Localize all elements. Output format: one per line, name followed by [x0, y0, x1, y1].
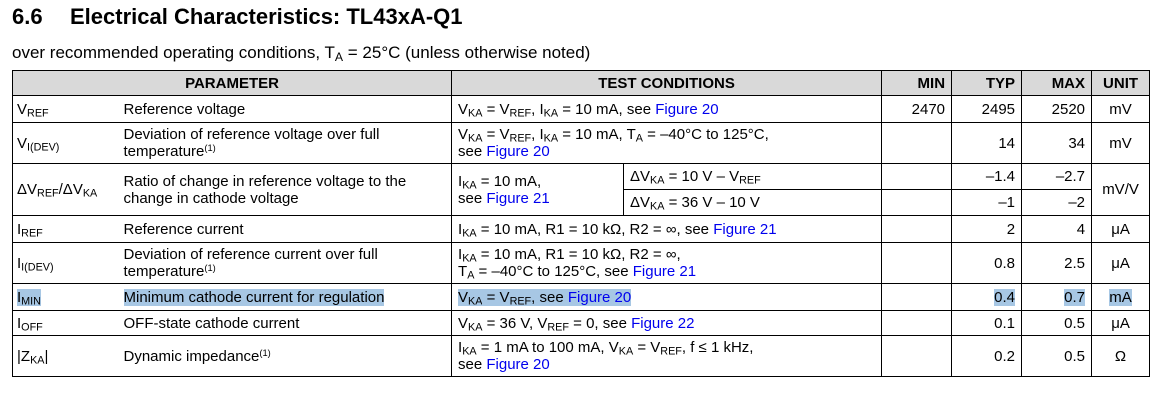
conditions-text-end: = 25°C (unless otherwise noted) [343, 43, 591, 62]
min-value [882, 190, 952, 216]
figure-link[interactable]: Figure 20 [655, 100, 719, 118]
unit-value: mV/V [1092, 164, 1150, 216]
max-value: 0.5 [1022, 336, 1092, 377]
test-condition: $I_{KA} = 10$ mA, R1 = 10 kΩ, R2 = ∞, see Figure 21 [452, 216, 882, 243]
typ-value: 0.1 [952, 311, 1022, 336]
parameter-symbol: $\Delta V_{REF}/\Delta V_{KA}$ [13, 164, 118, 216]
figure-link[interactable]: Figure 20 [486, 143, 550, 160]
parameter-description: Deviation of reference voltage over full temperature$^{(1)}$ [118, 123, 452, 164]
parameter-symbol: $I_{REF}$ [13, 216, 118, 243]
electrical-characteristics-table [12, 70, 1150, 377]
parameter-description: OFF-state cathode current [118, 311, 452, 336]
max-value: 4 [1022, 216, 1092, 243]
test-sub-condition: $\Delta V_{KA} = 36$ V – 10 V [624, 190, 882, 216]
unit-value: μA [1092, 216, 1150, 243]
test-condition: $V_{KA} = V_{REF}$, $I_{KA} = 10$ mA, $T_A = -40^\circ C$ to 125°C, see Figure 20 [452, 123, 882, 164]
max-value: 34 [1022, 123, 1092, 164]
test-condition: $I_{KA} = 10$ mA, see Figure 21 [452, 164, 624, 216]
section-number: 6.6 [12, 4, 43, 29]
test-condition: $V_{KA} = 36$ V, $V_{REF} = 0$, see Figure 22 [452, 311, 882, 336]
unit-value: mV [1092, 96, 1150, 123]
table-row [13, 336, 1150, 377]
parameter-symbol: $I_{OFF}$ [13, 311, 118, 336]
parameter-symbol: $V_{I(DEV)}$ [13, 123, 118, 164]
parameter-description: Deviation of reference current over full temperature$^{(1)}$ [118, 243, 452, 284]
header-min: MIN [882, 71, 952, 96]
min-value [882, 216, 952, 243]
conditions-subscript: A [334, 50, 344, 65]
table-header-row [13, 71, 1150, 96]
conditions-text: over recommended operating conditions, T [12, 43, 335, 62]
figure-link[interactable]: Figure 20 [486, 356, 550, 373]
table-row [13, 311, 1150, 336]
table-row [13, 216, 1150, 243]
unit-value: μA [1092, 243, 1150, 284]
max-value: 0.5 [1022, 311, 1092, 336]
figure-link[interactable]: Figure 22 [631, 314, 695, 332]
min-value [882, 123, 952, 164]
header-test-conditions: TEST CONDITIONS [452, 71, 882, 96]
max-value: 0.7 [1022, 284, 1092, 311]
table-row [13, 96, 1150, 123]
typ-value: 14 [952, 123, 1022, 164]
footnote-ref: (1) [204, 262, 216, 273]
conditions-note [12, 43, 590, 63]
min-value: 2470 [882, 96, 952, 123]
max-value: –2.7 [1022, 164, 1092, 190]
unit-value: μA [1092, 311, 1150, 336]
max-value: 2520 [1022, 96, 1092, 123]
min-value [882, 284, 952, 311]
parameter-description: Minimum cathode current for regulation [118, 284, 452, 311]
parameter-description: Reference current [118, 216, 452, 243]
min-value [882, 243, 952, 284]
unit-value: mV [1092, 123, 1150, 164]
min-value [882, 336, 952, 377]
parameter-symbol: $V_{REF}$ [13, 96, 118, 123]
test-condition: $I_{KA} = 1$ mA to 100 mA, $V_{KA} = V_{REF}$, f ≤ 1 kHz, see Figure 20 [452, 336, 882, 377]
typ-value: 0.8 [952, 243, 1022, 284]
min-value [882, 311, 952, 336]
table-row [13, 164, 1150, 190]
typ-value: 0.2 [952, 336, 1022, 377]
section-title-text: Electrical Characteristics: TL43xA-Q1 [70, 4, 463, 29]
test-condition: $I_{KA} = 10$ mA, R1 = 10 kΩ, R2 = ∞, $T_A = -40^\circ C$ to 125°C, see Figure 21 [452, 243, 882, 284]
header-parameter: PARAMETER [13, 71, 452, 96]
table-row-highlighted [13, 284, 1150, 311]
test-sub-condition: $\Delta V_{KA} = 10$ V – $V_{REF}$ [624, 164, 882, 190]
typ-value: –1 [952, 190, 1022, 216]
parameter-description: Dynamic impedance$^{(1)}$ [118, 336, 452, 377]
parameter-symbol: $|Z_{KA}|$ [13, 336, 118, 377]
figure-link[interactable]: Figure 20 [567, 288, 632, 306]
figure-link[interactable]: Figure 21 [632, 263, 697, 280]
table-row [13, 243, 1150, 284]
header-max: MAX [1022, 71, 1092, 96]
header-unit: UNIT [1092, 71, 1150, 96]
typ-value: 0.4 [952, 284, 1022, 311]
parameter-description: Ratio of change in reference voltage to the change in cathode voltage [118, 164, 452, 216]
section-title [12, 4, 463, 30]
figure-link[interactable]: Figure 21 [713, 220, 777, 238]
footnote-ref: (1) [204, 142, 216, 153]
max-value: –2 [1022, 190, 1092, 216]
typ-value: 2 [952, 216, 1022, 243]
unit-value: mA [1092, 284, 1150, 311]
typ-value: –1.4 [952, 164, 1022, 190]
typ-value: 2495 [952, 96, 1022, 123]
parameter-symbol: $I_{MIN}$ [13, 284, 118, 311]
test-condition: $V_{KA} = V_{REF}$, $I_{KA} = 10$ mA, see Figure 20 [452, 96, 882, 123]
parameter-symbol: $I_{I(DEV)}$ [13, 243, 118, 284]
header-typ: TYP [952, 71, 1022, 96]
min-value [882, 164, 952, 190]
test-condition: $V_{KA} = V_{REF}$, see Figure 20 [452, 284, 882, 311]
parameter-description: Reference voltage [118, 96, 452, 123]
footnote-ref: (1) [259, 347, 271, 358]
figure-link[interactable]: Figure 21 [486, 189, 550, 207]
max-value: 2.5 [1022, 243, 1092, 284]
unit-value: Ω [1092, 336, 1150, 377]
table-row [13, 123, 1150, 164]
